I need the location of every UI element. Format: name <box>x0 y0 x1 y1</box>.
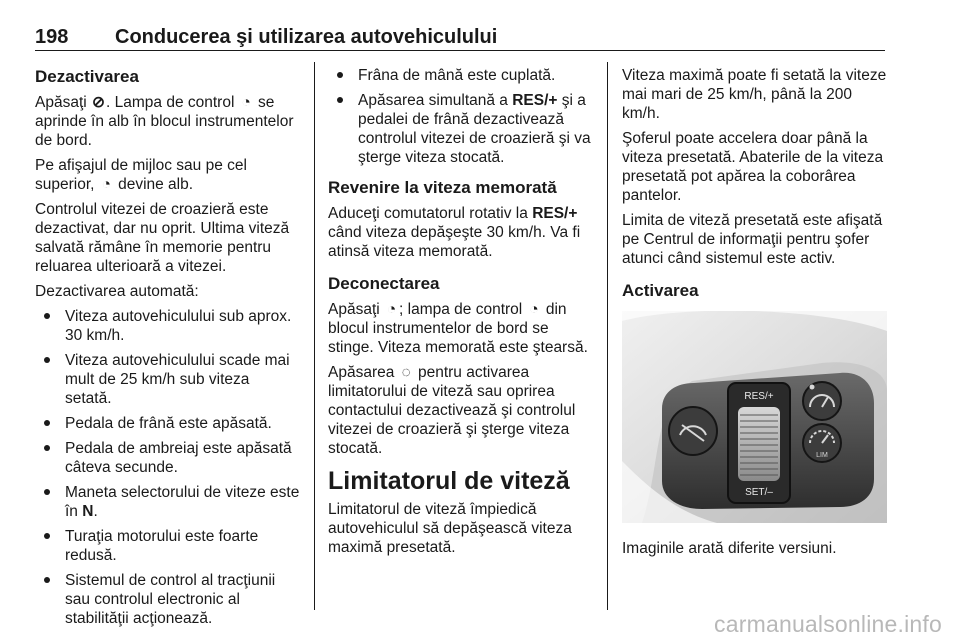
section-title-speed-limiter: Limitatorul de viteză <box>328 467 570 495</box>
bullet-list <box>328 66 596 167</box>
image-caption: Imaginile arată diferite versiuni. <box>622 540 837 557</box>
list-item: Turaţia motorului este foarte redusă. <box>35 527 300 565</box>
page-number: 198 <box>35 26 69 48</box>
cruise-control-icon: ◔ <box>529 301 539 318</box>
steering-wheel-controls-photo <box>622 311 887 523</box>
column-right <box>622 66 887 564</box>
cruise-control-icon: ◔ <box>241 94 251 111</box>
paragraph: Viteza maximă poate fi setată la viteze mai mari de 25 km/h, până la 200 km/h. <box>622 67 887 122</box>
paragraph: Limita de viteză presetată este afişată pe Centrul de informaţii pentru şofer atunci când sistemul este activ. <box>622 212 883 267</box>
svg-text:RES/+: RES/+ <box>744 391 774 402</box>
paragraph: Apăsaţi ⊘. Lampa de control ◔ se aprinde în alb în blocul instrumentelor de bord. <box>35 94 294 149</box>
list-item: Frâna de mână este cuplată. <box>328 66 596 85</box>
paragraph: Limitatorul de viteză împiedică autovehiculul să depăşească viteza maximă presetată. <box>328 501 572 556</box>
page-header <box>35 26 885 51</box>
list-item: Pedala de ambreiaj este apăsată câteva secunde. <box>35 439 300 477</box>
paragraph: Aduceţi comutatorul rotativ la RES/+ când viteza depăşeşte 30 km/h. Va fi atinsă viteza memorată. <box>328 205 581 260</box>
paragraph: Pe afişajul de mijloc sau pe cel superior, ◔ devine alb. <box>35 157 247 193</box>
section-heading-disconnect: Deconectarea <box>328 274 440 293</box>
cruise-control-off-icon: ⊘ <box>92 94 106 111</box>
paragraph: Apăsaţi ◔ ; lampa de control ◔ din blocul instrumentelor de bord se stinge. Viteza memorată este ştearsă. <box>328 301 588 356</box>
speed-limiter-icon: ◌ <box>401 364 411 381</box>
column-left <box>35 66 300 634</box>
list-item: Apăsarea simultană a RES/+ şi a pedalei de frână dezactivează controlul vitezei de croazieră şi va şterge viteza stocată. <box>328 91 596 167</box>
column-middle <box>328 66 596 563</box>
section-heading-resume: Revenire la viteza memorată <box>328 178 557 197</box>
paragraph: Dezactivarea automată: <box>35 283 199 300</box>
list-item: Sistemul de control al tracţiunii sau controlul electronic al stabilităţii acţionează. <box>35 571 300 628</box>
section-heading-deactivation: Dezactivarea <box>35 67 139 86</box>
list-item: Pedala de frână este apăsată. <box>35 414 300 433</box>
bullet-list <box>35 307 300 628</box>
watermark: carmanualsonline.info <box>714 611 942 637</box>
paragraph: Apăsarea ◌ pentru activarea limitatorului de viteză sau oprirea contactului dezactivează şi controlul vitezei de croazieră şi şterge viteza stocată. <box>328 364 576 457</box>
page-title: Conducerea şi utilizarea autovehiculului <box>115 26 498 48</box>
paragraph: Şoferul poate accelera doar până la viteza presetată. Abaterile de la viteza presetată pot apărea la coborârea pantelor. <box>622 130 884 204</box>
paragraph: Controlul vitezei de croazieră este dezactivat, dar nu oprit. Ultima viteză salvată rămâne în memorie pentru reluarea ulterioară a vitezei. <box>35 201 290 275</box>
section-heading-activation: Activarea <box>622 281 699 300</box>
steering-wheel-controls-illustration <box>622 311 887 523</box>
list-item: Viteza autovehiculului scade mai mult de 25 km/h sub viteza setată. <box>35 351 300 408</box>
svg-text:LIM: LIM <box>816 452 828 459</box>
list-item: Viteza autovehiculului sub aprox. 30 km/h. <box>35 307 300 345</box>
list-item: Maneta selectorului de viteze este în N. <box>35 483 300 521</box>
column-divider <box>607 62 608 610</box>
cruise-control-icon: ◔ <box>386 301 397 318</box>
svg-text:SET/–: SET/– <box>745 487 773 498</box>
column-divider <box>314 62 315 610</box>
cruise-control-icon: ◔ <box>101 176 111 193</box>
